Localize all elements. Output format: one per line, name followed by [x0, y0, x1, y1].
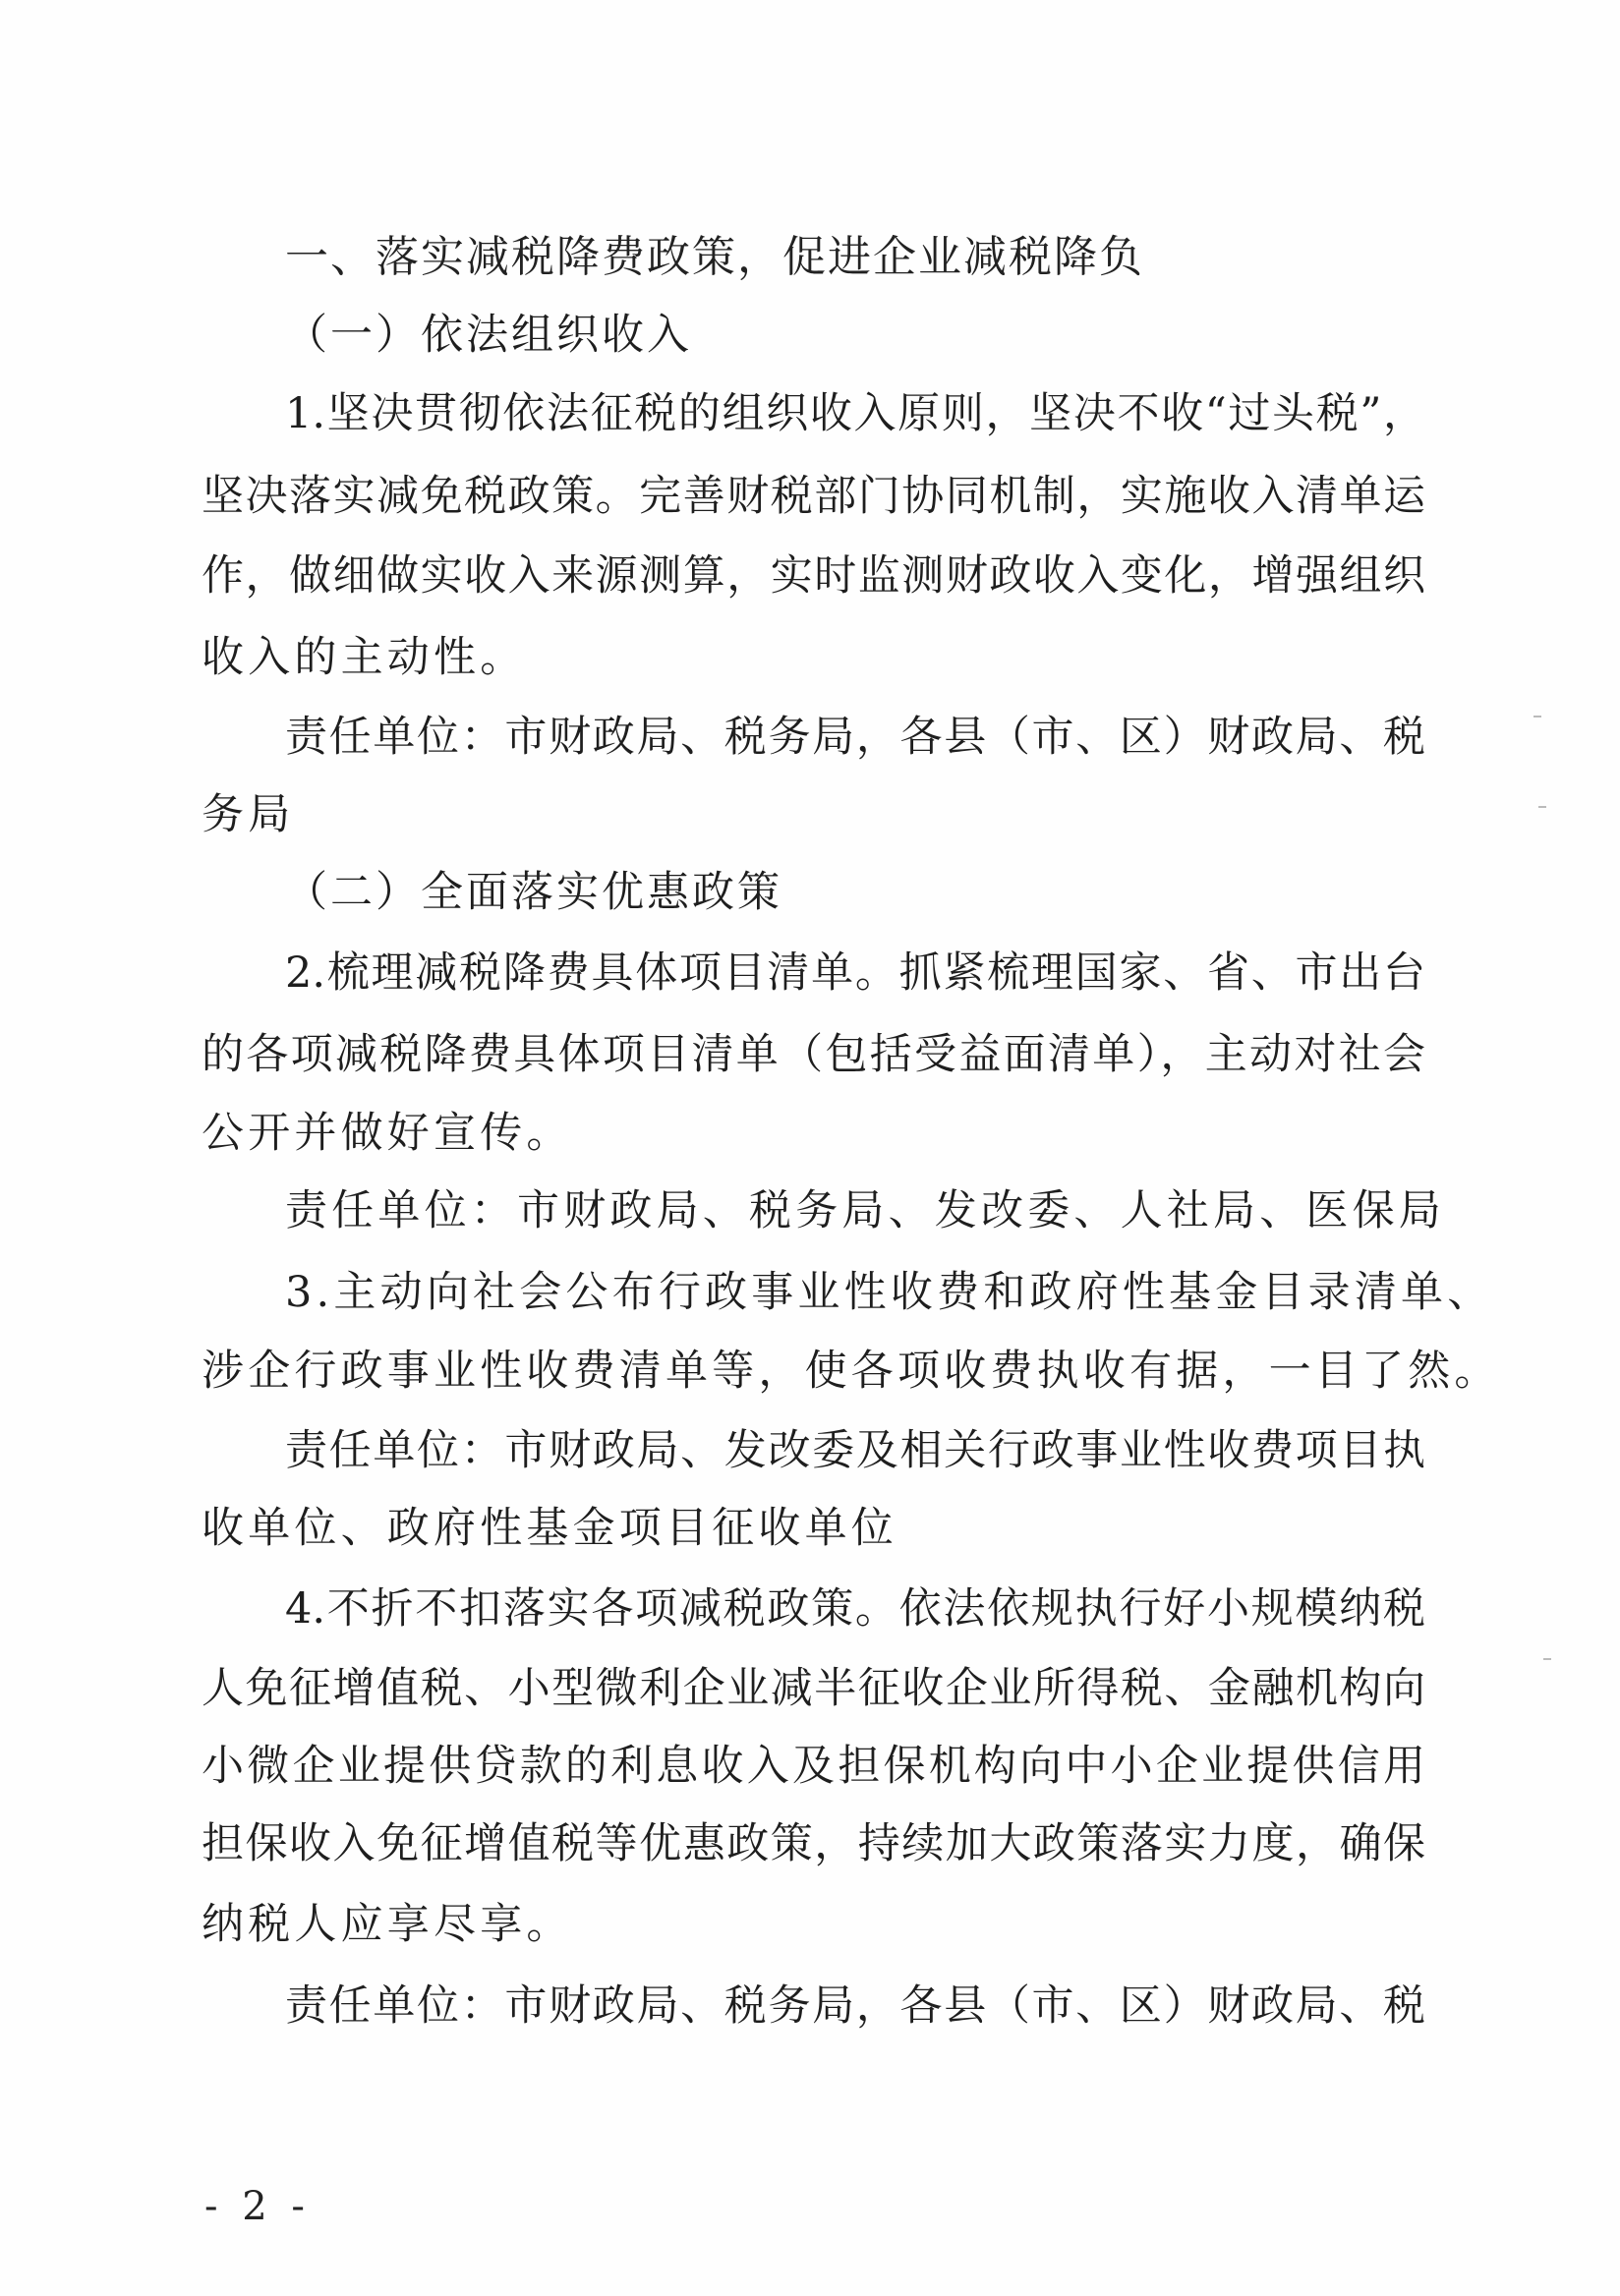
item-2-line-1: 2.梳理减税降费具体项目清单。抓紧梳理国家、省、市出台	[285, 948, 1425, 998]
item-2-line-3: 公开并做好宣传。	[202, 1109, 573, 1158]
scan-artifact	[1533, 716, 1541, 718]
item-1-line-2: 坚决落实减免税政策。完善财税部门协同机制，实施收入清单运	[202, 472, 1425, 521]
item-2-responsibility-line-1: 责任单位：市财政局、税务局、发改委、人社局、医保局	[285, 1186, 1445, 1235]
item-4-responsibility-line-1: 责任单位：市财政局、税务局，各县（市、区）财政局、税	[285, 1981, 1425, 2031]
page-number: - 2 -	[204, 2184, 311, 2229]
item-1-line-3: 作，做细做实收入来源测算，实时监测财政收入变化，增强组织	[202, 551, 1425, 601]
item-1-line-1: 1.坚决贯彻依法征税的组织收入原则，坚决不收“过头税”，	[285, 389, 1425, 438]
scan-artifact	[1543, 1658, 1551, 1660]
item-4-line-2: 人免征增值税、小型微利企业减半征收企业所得税、金融机构向	[202, 1664, 1425, 1713]
item-4-line-5: 纳税人应享尽享。	[202, 1900, 573, 1949]
subsection-title-2: （二）全面落实优惠政策	[285, 868, 782, 917]
item-4-line-4: 担保收入免征增值税等优惠政策，持续加大政策落实力度，确保	[202, 1819, 1425, 1868]
subsection-title-1: （一）依法组织收入	[285, 311, 692, 360]
item-2-line-2: 的各项减税降费具体项目清单（包括受益面清单），主动对社会	[202, 1030, 1425, 1079]
item-1-responsibility-line-2: 务局	[202, 790, 295, 839]
item-4-line-1: 4.不折不扣落实各项减税政策。依法依规执行好小规模纳税	[285, 1584, 1425, 1634]
scan-artifact	[1538, 806, 1546, 808]
item-3-responsibility-line-1: 责任单位：市财政局、发改委及相关行政事业性收费项目执	[285, 1426, 1425, 1475]
item-3-line-1: 3.主动向社会公布行政事业性收费和政府性基金目录清单、	[285, 1268, 1494, 1317]
item-3-line-2: 涉企行政事业性收费清单等，使各项收费执收有据，一目了然。	[202, 1347, 1501, 1396]
item-1-line-4: 收入的主动性。	[202, 633, 527, 682]
section-heading: 一、落实减税降费政策，促进企业减税降负	[285, 232, 1144, 282]
item-4-line-3: 小微企业提供贷款的利息收入及担保机构向中小企业提供信用	[202, 1742, 1425, 1791]
item-1-responsibility-line-1: 责任单位：市财政局、税务局，各县（市、区）财政局、税	[285, 713, 1425, 762]
item-3-responsibility-line-2: 收单位、政府性基金项目征收单位	[202, 1504, 897, 1553]
